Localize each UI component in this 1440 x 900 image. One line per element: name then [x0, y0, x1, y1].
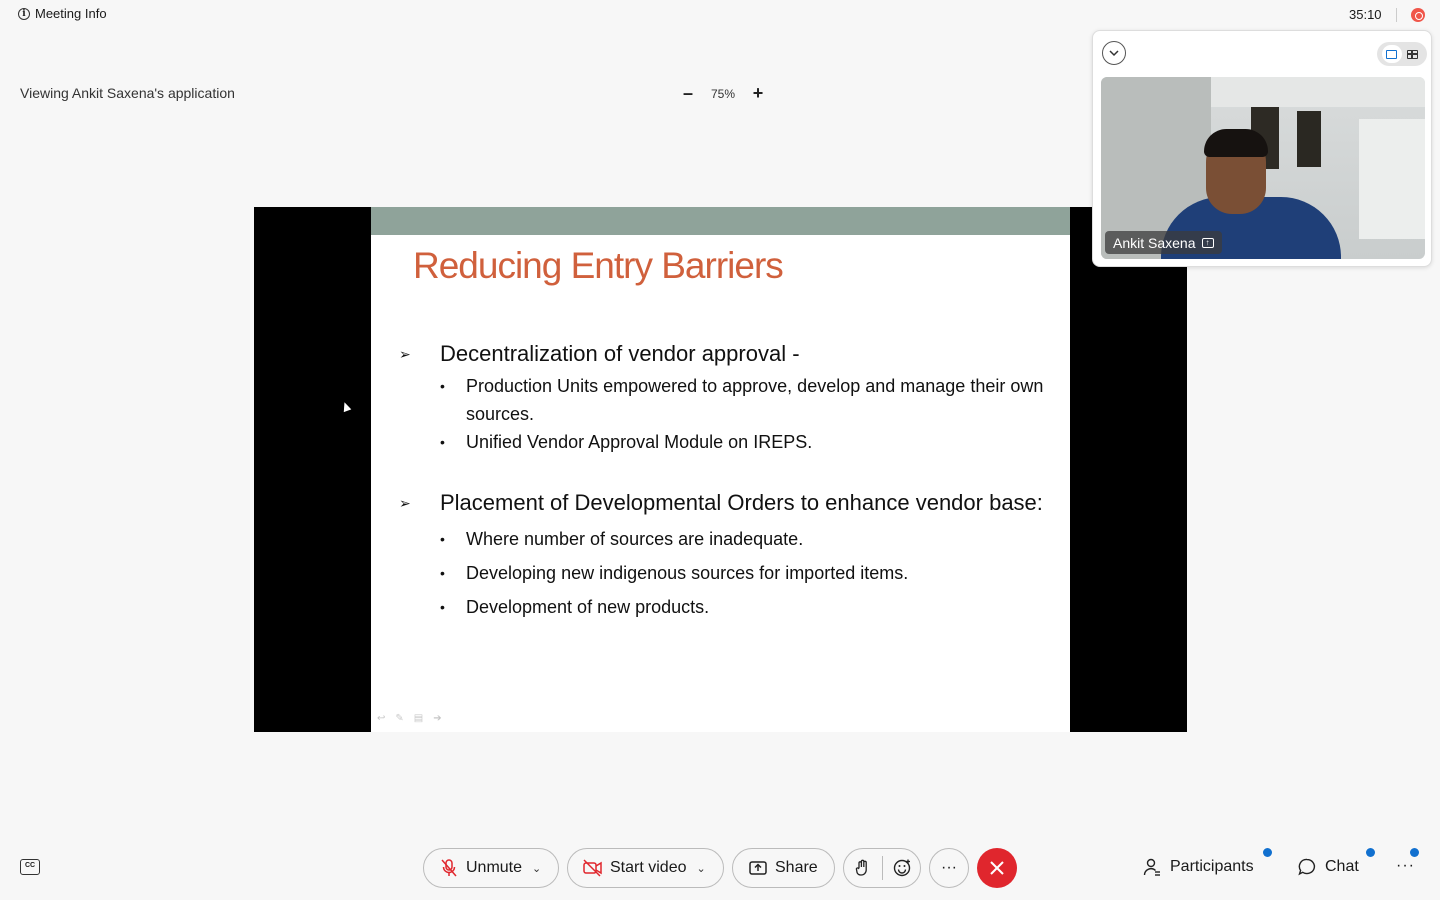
start-video-label: Start video [610, 859, 687, 876]
menu-icon: ▤ [413, 713, 424, 724]
collapse-button[interactable] [1102, 41, 1126, 65]
viewing-label: Viewing Ankit Saxena's application [20, 85, 235, 101]
chevron-down-icon[interactable]: ⌄ [532, 862, 542, 875]
pen-icon: ✎ [395, 713, 404, 724]
presentation-slide [371, 207, 1070, 732]
share-button[interactable] [732, 848, 835, 888]
chat-button[interactable] [1297, 857, 1359, 877]
close-icon [977, 848, 1017, 888]
video-background [1359, 119, 1425, 239]
unmute-button[interactable] [423, 848, 559, 888]
video-background [1297, 111, 1321, 167]
participants-notification-badge [1263, 848, 1272, 857]
slide-header-band [371, 207, 1070, 235]
raise-hand-button[interactable] [852, 858, 872, 878]
divider [882, 856, 883, 880]
bullet-icon: • [440, 434, 445, 450]
participant-name: Ankit Saxena [1113, 234, 1196, 251]
grid-layout-icon [1407, 50, 1418, 59]
zoom-out-button[interactable]: – [682, 83, 693, 103]
single-layout-icon [1386, 50, 1397, 59]
raise-hand-icon [852, 858, 872, 878]
muted-microphone-icon [438, 857, 460, 879]
slide-main-point [399, 486, 1049, 519]
bullet-icon: • [440, 599, 445, 615]
sub-point-text: Production Units empowered to approve, develop and manage their own sources. [466, 376, 1044, 424]
bullet-icon: • [440, 531, 445, 547]
share-label: Share [775, 859, 818, 876]
leave-meeting-button[interactable] [977, 848, 1017, 888]
participants-label: Participants [1170, 858, 1254, 875]
slide-main-point [399, 337, 1049, 370]
more-notification-badge [1410, 848, 1419, 857]
zoom-control [678, 84, 768, 104]
sub-point [399, 559, 1049, 587]
single-layout-button[interactable] [1382, 45, 1402, 63]
layout-toggle[interactable] [1377, 42, 1427, 66]
bullet-icon: • [440, 565, 445, 581]
main-point-text: Decentralization of vendor approval - [440, 341, 800, 366]
slide-title: Reducing Entry Barriers [413, 245, 783, 286]
share-screen-icon [747, 857, 769, 879]
more-options-button[interactable]: ··· [929, 848, 969, 888]
chat-icon [1297, 857, 1317, 877]
participants-icon [1142, 857, 1162, 877]
sub-point [399, 428, 1049, 456]
sub-point-text: Developing new indigenous sources for imported items. [466, 563, 909, 583]
meeting-info-label: Meeting Info [35, 6, 107, 21]
grid-layout-button[interactable] [1403, 45, 1423, 63]
start-video-button[interactable] [567, 848, 724, 888]
arrow-bullet-icon: ➢ [399, 346, 411, 362]
zoom-level: 75% [710, 87, 736, 101]
chat-label: Chat [1325, 858, 1359, 875]
sub-point-text: Development of new products. [466, 597, 710, 617]
participants-button[interactable] [1142, 857, 1254, 877]
slideshow-toolbar [377, 713, 442, 724]
participant-figure [1204, 129, 1268, 157]
sub-point [399, 525, 1049, 553]
reactions-group [843, 848, 921, 888]
chat-notification-badge [1366, 848, 1375, 857]
sub-point-text: Where number of sources are inadequate. [466, 529, 804, 549]
sub-point-text: Unified Vendor Approval Module on IREPS. [466, 432, 813, 452]
video-panel [1092, 30, 1432, 267]
closed-captions-button[interactable]: CC [20, 859, 40, 875]
emoji-icon [892, 858, 912, 878]
sub-point-list [399, 372, 1049, 456]
unmute-label: Unmute [466, 859, 523, 876]
chevron-down-icon [1103, 42, 1125, 64]
sub-point [399, 593, 1049, 621]
video-off-icon [582, 857, 604, 879]
forward-arrow-icon: ➔ [433, 713, 442, 724]
divider [1396, 8, 1397, 22]
back-arrow-icon: ↩ [377, 713, 386, 724]
sub-point-list [399, 525, 1049, 621]
main-point-text: Placement of Developmental Orders to enhance vendor base: [440, 490, 1043, 515]
chevron-down-icon[interactable]: ⌄ [696, 862, 706, 875]
more-panels-button[interactable]: ··· [1396, 857, 1415, 874]
meeting-info-button[interactable] [18, 6, 107, 21]
sharing-icon: ↑ [1202, 238, 1214, 248]
shared-content[interactable] [254, 207, 1187, 732]
bullet-icon: • [440, 378, 445, 394]
zoom-in-button[interactable]: + [752, 83, 764, 103]
participant-video[interactable] [1101, 77, 1425, 259]
recording-icon[interactable] [1411, 8, 1425, 22]
video-background [1211, 77, 1425, 107]
participant-name-tag [1105, 231, 1222, 254]
info-icon: i [18, 8, 30, 20]
reactions-button[interactable] [892, 858, 912, 878]
meeting-timer: 35:10 [1349, 7, 1382, 22]
sub-point [399, 372, 1049, 428]
arrow-bullet-icon: ➢ [399, 495, 411, 511]
slide-body [399, 337, 1049, 627]
